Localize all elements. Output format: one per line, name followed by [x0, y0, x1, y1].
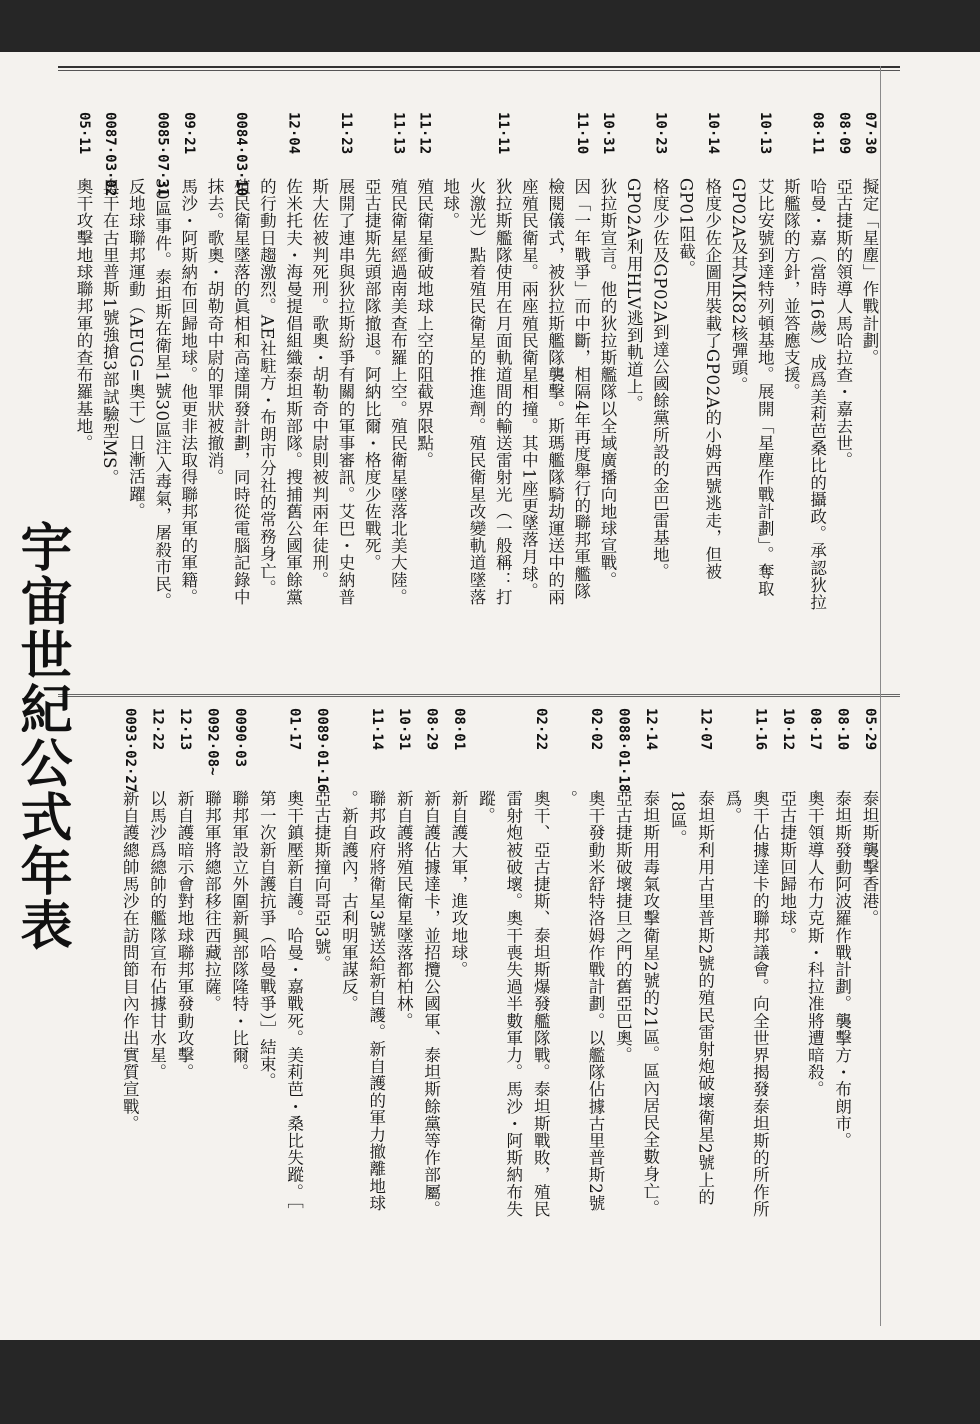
entry-text: 新自護大軍，進攻地球。: [449, 790, 468, 979]
page-title: 宇宙世紀公式年表: [11, 520, 71, 952]
entry-date: 05·11: [76, 112, 92, 155]
entry-text: 奧干領導人布力克斯・科拉准將遭暗殺。: [805, 790, 825, 1098]
entry-text: 泰坦斯襲擊香港。: [860, 790, 879, 927]
entry-date: 11·10: [573, 112, 590, 155]
entry-text: 奧干佔據達卡的聯邦議會。向全世界揭發泰坦斯的所作所: [750, 790, 770, 1218]
entry-date: 05·29: [862, 708, 878, 751]
top-frame-line: [58, 66, 900, 68]
entry-text: 格度少佐企圖用裝載了GP02A的小姆西號逃走，但被: [702, 178, 722, 581]
entry-date: 09·21: [180, 112, 197, 155]
entry-date: 07·30: [862, 112, 878, 155]
entry-text: 馬沙・阿斯納布回歸地球。他更非法取得聯邦軍的軍籍。: [178, 178, 198, 606]
entry-date: 02·22: [533, 708, 550, 751]
entry-date: 10·31: [600, 112, 616, 155]
entry-text: 18區。: [668, 790, 688, 847]
entry-text: GP01阻截。: [676, 178, 696, 277]
entry-text: 座殖民衛星。兩座殖民衛星相撞。其中1座更墜落月球。: [519, 178, 539, 600]
entry-date: 10·23: [652, 112, 669, 155]
entry-text: 以馬沙爲總帥的艦隊宣布佔據甘水星。: [147, 790, 167, 1081]
entry-date: 11·11: [495, 112, 512, 155]
entry-text: 雷射炮被破壞。奧干喪失過半數軍力。馬沙・阿斯納布失: [503, 790, 523, 1218]
entry-text: 展開了連串與狄拉斯紛爭有關的軍事審訊。艾巴・史納普: [336, 178, 355, 606]
entry-date: 12·04: [285, 112, 302, 155]
entry-date: 10·31: [396, 708, 413, 751]
entry-date: 08·10: [834, 708, 851, 751]
entry-text: 地球。: [440, 178, 460, 230]
entry-text: 新自護將殖民衛星墜落都柏林。: [394, 790, 414, 1030]
entry-date: 11·14: [368, 708, 385, 751]
entry-text: 格度少佐及GP02A到達公國餘黨所設的金巴雷基地。: [650, 178, 670, 581]
entry-date: 0093·02·27: [122, 708, 139, 793]
entry-date: 10·13: [757, 112, 774, 155]
entry-date: 0088·01·18: [615, 708, 632, 793]
entry-text: 。新自護內，古利明軍謀反。: [339, 790, 359, 1013]
entry-text: 泰坦斯利用古里普斯2號的殖民雷射炮破壞衛星2號上的: [695, 790, 715, 1206]
entry-date: 08·09: [835, 112, 852, 155]
entry-text: 火激光）點着殖民衛星的推進劑。殖民衛星改變軌道墜落: [467, 178, 486, 606]
entry-text: 檢閱儀式，被狄拉斯艦隊襲擊。斯瑪艦隊騎劫運送中的兩: [545, 178, 565, 606]
top-dark-band: [0, 0, 980, 52]
entry-text: 爲。: [723, 790, 742, 825]
entry-text: 新自護佔據達卡，並招攬公國軍、泰坦斯餘黨等作部屬。: [421, 790, 441, 1218]
entry-text: 殖民衛星衝破地球上空的阻截界限點。: [414, 178, 434, 469]
entry-text: 哈曼・嘉（當時16歲）成爲美莉芭桑比的攝政。承認狄拉: [807, 178, 827, 611]
entry-text: 奧干攻擊地球聯邦軍的查布羅基地。: [74, 178, 93, 452]
entry-date: 11·12: [416, 112, 433, 155]
entry-text: 亞古捷斯撞向哥亞3號。: [312, 790, 331, 973]
entry-text: 聯邦軍設立外圍新興部隊隆特・比爾。: [229, 790, 249, 1081]
top-frame-line-inner: [58, 70, 900, 71]
entry-text: 。: [558, 790, 578, 808]
entry-date: 0085·07·31: [154, 112, 171, 197]
entry-date: 08·11: [809, 112, 826, 155]
entry-date: 0092·08~: [204, 708, 221, 776]
entry-text: 狄拉斯宣言。他的狄拉斯艦隊以全域廣播向地球宣戰。: [598, 178, 617, 589]
entry-text: 新自護總帥馬沙在訪問節目內作出實質宣戰。: [120, 790, 140, 1132]
section-divider: [58, 694, 900, 695]
entry-date: 0090·03: [231, 708, 248, 768]
bottom-dark-band: [0, 1340, 980, 1424]
entry-date: 0089·01·16: [314, 708, 330, 793]
entry-text: 斯大佐被判死刑。歌奧・胡勒奇中尉則被判兩年徒刑。: [309, 178, 329, 589]
entry-text: 殖民衛星墜落的眞相和高達開發計劃，同時從電腦記錄中: [231, 178, 251, 606]
entry-text: GP02A利用HLV逃到軌道上。: [624, 178, 644, 413]
entry-date: 08·17: [807, 708, 824, 751]
entry-date: 10·12: [779, 708, 796, 751]
entry-text: 亞古捷斯破壞捷旦之門的舊亞巴奧。: [613, 790, 633, 1064]
entry-text: 30區事件。泰坦斯在衛星1號30區注入毒氣，屠殺市民。: [152, 178, 172, 610]
entry-text: 新自護暗示會對地球聯邦軍發動攻擊。: [175, 790, 194, 1081]
entry-date: 02·02: [588, 708, 604, 751]
entry-text: 蹤。: [476, 790, 496, 825]
entry-text: 奧干發動米舒特洛姆作戰計劃。以艦隊佔據古里普斯2號: [586, 790, 605, 1212]
entry-date: 0084·03·10: [233, 112, 250, 197]
entry-date: 12·13: [177, 708, 193, 751]
entry-date: 12·07: [697, 708, 714, 751]
entry-text: 佐米托夫・海曼提倡組織泰坦斯部隊。搜捕舊公國軍餘黨: [283, 178, 303, 606]
entry-text: 奧干鎮壓新自護。哈曼・嘉戰死。美莉芭・桑比失蹤。［: [284, 790, 304, 1210]
entry-text: 泰坦斯用毒氣攻擊衛星2號的21區。區內居民全數身亡。: [640, 790, 660, 1217]
entry-date: 10·14: [704, 112, 721, 155]
entry-text: 斯艦隊的方針，並答應支援。: [781, 178, 801, 401]
entry-date: 11·16: [752, 708, 769, 751]
entry-date: 01·17: [286, 708, 303, 751]
entry-date: 12·14: [642, 708, 659, 751]
entry-date: 08·01: [451, 708, 467, 751]
entry-text: 第一次新自護抗爭（哈曼戰爭）］結束。: [257, 790, 277, 1090]
entry-date: 11·13: [390, 112, 407, 155]
entry-text: 艾比安號到達特列頓基地。展開「星塵作戰計劃」。奪取: [755, 178, 775, 598]
entry-text: 因「一年戰爭」而中斷，相隔4年再度舉行的聯邦軍艦隊: [571, 178, 591, 600]
entry-text: 狄拉斯艦隊使用在月面軌道間的輸送雷射光（一般稱：打: [493, 178, 513, 606]
entry-date: 0087·03·02: [102, 112, 119, 197]
entry-text: 泰坦斯發動阿波羅作戰計劃。襲擊方・布朗市。: [832, 790, 852, 1150]
entry-text: GP02A及其MK82核彈頭。: [729, 178, 748, 394]
entry-text: 擬定「星塵」作戰計劃。: [860, 178, 879, 367]
entry-text: 亞古捷斯的領導人馬哈拉查・嘉去世。: [833, 178, 853, 469]
entry-date: 08·29: [423, 708, 440, 751]
entry-text: 奧干在古里普斯1號強搶3部試驗型MS。: [100, 178, 120, 487]
entry-text: 奧干、亞古捷斯、泰坦斯爆發艦隊戰。泰坦斯戰敗，殖民: [531, 790, 551, 1218]
entry-text: 反地球聯邦運動（AEUG=奧干）日漸活躍。: [126, 178, 146, 520]
entry-text: 亞古捷斯先頭部隊撤退。阿納比爾・格度少佐戰死。: [362, 178, 382, 572]
entry-date: 11·23: [338, 112, 354, 155]
entry-text: 殖民衛星經過南美查布羅上空。殖民衛星墜落北美大陸。: [388, 178, 408, 606]
entry-text: 的行動日趨激烈。AE社駐方・布朗市分社的常務身亡。: [257, 178, 277, 597]
entry-text: 聯邦政府將衛星3號送給新自護。新自護的軍力撤離地球: [366, 790, 386, 1212]
entry-date: 12·22: [149, 708, 166, 751]
section-divider-inner: [58, 696, 900, 697]
entry-text: 聯邦軍將總部移往西藏拉薩。: [202, 790, 222, 1013]
entry-text: 亞古捷斯回歸地球。: [777, 790, 797, 944]
entry-text: 抹去。歌奧・胡勒奇中尉的罪狀被撤消。: [205, 178, 224, 486]
